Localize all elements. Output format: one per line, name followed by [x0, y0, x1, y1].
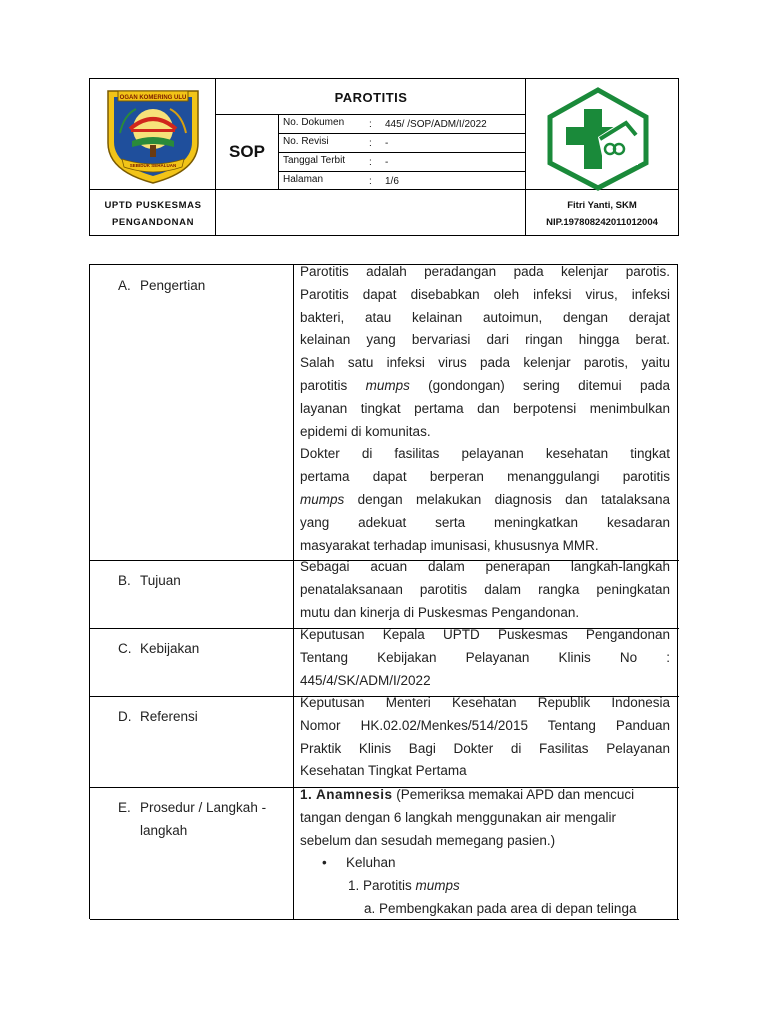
- content-line: Parotitis adalah peradangan pada kelenjar parotis.: [300, 264, 670, 279]
- sop-header-table: [89, 78, 679, 236]
- italic-term: mumps: [415, 878, 460, 894]
- text-run: (gondongan) sering ditemui pada: [409, 377, 670, 393]
- content-line: Kesehatan Tingkat Pertama: [300, 763, 467, 779]
- content-line: Tentang Kebijakan Pelayanan Klinis No :: [300, 649, 670, 665]
- content-line: epidemi di komunitas.: [300, 423, 431, 439]
- meta-value: 445/ /SOP/ADM/I/2022: [385, 119, 487, 130]
- meta-row-issue-date: [279, 153, 526, 171]
- content-line: Nomor HK.02.02/Menkes/514/2015 Tentang Panduan: [300, 717, 670, 733]
- section-label: [118, 705, 198, 728]
- sop-label: SOP: [229, 142, 265, 161]
- meta-colon: :: [369, 138, 372, 149]
- meta-value: -: [385, 157, 389, 168]
- section-letter: C.: [118, 641, 132, 656]
- content-line: [300, 375, 670, 398]
- signer-name: Fitri Yanti, SKM: [567, 200, 637, 211]
- org-line: UPTD PUSKESMAS: [104, 200, 202, 211]
- meta-row-page: [279, 172, 526, 190]
- regency-crest-logo: [100, 85, 206, 185]
- meta-row-revision: [279, 134, 526, 152]
- signature-block: [526, 191, 678, 237]
- content-line: kelainan yang bervariasi dari ringan hingga berat.: [300, 332, 670, 348]
- signer-nip: NIP.197808242011012004: [546, 217, 658, 228]
- content-line: [300, 784, 670, 807]
- content-line: mutu dan kinerja di Puskesmas Pengandonan.: [300, 604, 580, 620]
- section-letter: A.: [118, 278, 131, 293]
- section-letter: B.: [118, 573, 131, 588]
- organization-name: [90, 191, 216, 237]
- content-line: 445/4/SK/ADM/I/2022: [300, 672, 431, 688]
- section-label: [118, 569, 181, 592]
- section-title: Tujuan: [140, 573, 181, 588]
- meta-row-document-number: [279, 115, 526, 133]
- section-content: [300, 692, 670, 783]
- content-line: Salah satu infeksi virus pada kelenjar parotis, yaitu: [300, 355, 670, 371]
- section-content: [300, 624, 670, 692]
- section-letter: D.: [118, 709, 132, 724]
- section-title: Prosedur / Langkah -: [140, 800, 267, 815]
- section-label: [118, 274, 205, 297]
- content-line: Praktik Klinis Bagi Dokter di Fasilitas Pelayanan: [300, 740, 670, 756]
- sub-item: [300, 875, 670, 898]
- section-row-tujuan: [90, 560, 679, 628]
- content-line: Sebagai acuan dalam penerapan langkah-langkah: [300, 559, 670, 574]
- puskesmas-logo: [542, 87, 654, 191]
- italic-term: mumps: [300, 491, 345, 507]
- content-line: Keputusan Kepala UPTD Puskesmas Pengandonan: [300, 627, 670, 642]
- bullet-item: [300, 852, 670, 875]
- italic-term: mumps: [365, 377, 410, 393]
- meta-label: No. Revisi: [283, 136, 329, 147]
- meta-value: 1/6: [385, 176, 399, 187]
- section-title: Kebijakan: [140, 641, 200, 656]
- section-label: [118, 637, 199, 660]
- content-line: tangan dengan 6 langkah menggunakan air mengalir: [300, 809, 616, 825]
- section-content: [300, 784, 670, 921]
- org-line: PENGANDONAN: [111, 217, 195, 228]
- meta-label: No. Dokumen: [283, 117, 345, 128]
- sop-content-table: [89, 264, 678, 919]
- meta-label: Tanggal Terbit: [283, 155, 346, 166]
- meta-colon: :: [369, 119, 372, 130]
- bullet-text: Keluhan: [346, 855, 396, 871]
- svg-text:OGAN KOMERING ULU: OGAN KOMERING ULU: [119, 95, 187, 101]
- section-content: [300, 556, 670, 624]
- section-title: Referensi: [140, 709, 198, 724]
- meta-value: -: [385, 138, 389, 149]
- section-content: [300, 261, 670, 557]
- meta-label: Halaman: [283, 174, 324, 185]
- content-line: [300, 489, 670, 512]
- text-run: 1. Parotitis: [348, 878, 416, 894]
- sub-sub-item: a. Pembengkakan pada area di depan telinga: [364, 900, 637, 916]
- content-line: masyarakat terhadap imunisasi, khususnya MMR.: [300, 537, 599, 553]
- section-label: [118, 796, 266, 842]
- content-line: Parotitis dapat disebabkan oleh infeksi virus, infeksi: [300, 286, 670, 302]
- content-line: layanan tingkat pertama dan berpotensi menimbulkan: [300, 400, 670, 416]
- section-row-pengertian: [90, 265, 679, 560]
- section-row-referensi: [90, 696, 679, 787]
- section-letter: E.: [118, 800, 131, 815]
- section-title: Pengertian: [140, 278, 206, 293]
- content-line: Dokter di fasilitas pelayanan kesehatan tingkat: [300, 446, 670, 462]
- content-line: sebelum dan sesudah memegang pasien.): [300, 832, 556, 848]
- row-divider: [90, 919, 679, 920]
- step-title: 1. Anamnesis: [300, 787, 393, 802]
- content-line: yang adekuat serta meningkatkan kesadaran: [300, 514, 670, 530]
- section-row-prosedur: [90, 787, 679, 920]
- meta-colon: :: [369, 176, 372, 187]
- meta-colon: :: [369, 157, 372, 168]
- content-line: pertama dapat berperan menanggulangi parotitis: [300, 469, 670, 485]
- section-row-kebijakan: [90, 628, 679, 696]
- step-note: (Pemeriksa memakai APD dan mencuci: [392, 787, 635, 802]
- content-line: Keputusan Menteri Kesehatan Republik Indonesia: [300, 695, 670, 710]
- bullet-dot: •: [322, 855, 327, 871]
- svg-text:SEBIDUK SEHALUAN: SEBIDUK SEHALUAN: [129, 163, 177, 168]
- content-line: bakteri, atau kelainan autoimun, dengan derajat: [300, 309, 670, 325]
- document-title: PAROTITIS: [334, 89, 408, 105]
- text-run: parotitis: [300, 377, 366, 393]
- section-title-continued: langkah: [140, 823, 188, 838]
- content-line: penatalaksanaan parotitis dalam rangka peningkatan: [300, 581, 670, 597]
- text-run: dengan melakukan diagnosis dan tatalaksana: [344, 491, 670, 507]
